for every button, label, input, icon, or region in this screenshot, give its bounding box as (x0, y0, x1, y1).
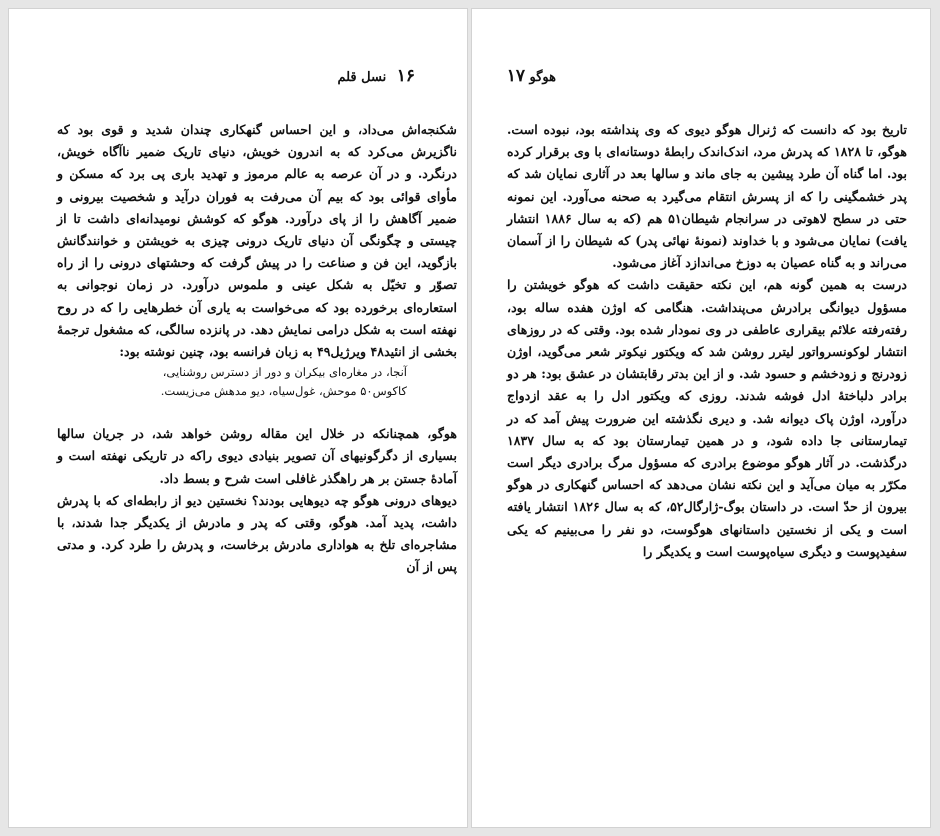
paragraph: درست به همین گونه هم، این نکته حقیقت داشت که هوگو خویشتن را مسؤول دیوانگی برادرش می‌پنداشت. هنگامی که اوژن هفده ساله بود، رفته‌رفته علائم بیقراری عاطفی در وی نمودار شده بود. وقتی که در روزهای انتشار لوکونسرواتور لیترر روشن شد که ویکتور نیکوتر شعر می‌گوید، اوژن زودرنج و زودخشم و حسود شد. و از این بدتر رقابتشان در عشق بود: هر دو برادر دلباختهٔ ادل فوشه شدند. روزی که ویکتور ادل را به عقد ازدواج درآورد، اوژن پاک دیوانه شد. و دیری نگذشته این ضرورت پیش آمد که در تیمارستانی جا داده شود، و در همین تیمارستان بود که به سال ۱۸۳۷ درگذشت. در آثار هوگو موضوع برادری که مسؤول مرگ برادری دیگر است مکرّر به میان می‌آید و این نکته نشان می‌دهد که احساس گنهکاری در هوگو بیرون از حدّ است. در داستان بوگ-ژارگال۵۲، که به سال ۱۸۲۶ انتشار یافته است و یکی از نخستین داستانهای هوگوست، دو نفر را می‌بینیم که یکی سفیدپوست و دیگری سیاه‌پوست است و یکدیگر را (507, 277, 907, 559)
paragraph: تاریخ بود که دانست که ژنرال هوگو دیوی که وی پنداشته بود، نبوده است. هوگو، تا ۱۸۲۸ که پدرش مرد، اندک‌اندک رابطهٔ دوستانه‌ای با وی برقرار کرده بود. اما گناه آن طرد پیشین به جای ماند و سالها بعد در آثاری نمایان شد که پدر خشمگینی را که از پسرش انتقام می‌گیرد به صحنه می‌آورد. این نمونه حتی در سطح لاهوتی در سرانجام شیطان۵۱ هم (که به سال ۱۸۸۶ انتشار یافت) نمایان می‌شود و با خداوند (نمونهٔ نهائی پدر) که شیطان را از آسمان می‌راند و به گناه عصیان به دوزخ می‌اندازد آغاز می‌شود. (507, 122, 908, 271)
right-page-body (507, 119, 907, 563)
left-page-body (57, 119, 457, 579)
running-title: نسل قلم (337, 70, 387, 85)
page-number: ۱۷ (506, 66, 525, 86)
right-page (471, 8, 931, 828)
page-number: ۱۶ (396, 66, 415, 86)
paragraph: هوگو، همچنانکه در خلال این مقاله روشن خواهد شد، در جریان سالها بسیاری از دگرگونیهای آن تصویر بنیادی دیوی راکه در تاریکی نهفته است و آمادهٔ جستن بر هر راهگذر غافلی است شرح و بسط داد. (57, 426, 457, 486)
left-page (8, 8, 468, 828)
paragraph: شکنجه‌اش می‌داد، و این احساس گنهکاری چندان شدید و قوی بود که ناگزیرش می‌کرد که به اندرون خویش، دنیای تاریک ضمیر ناآگاه خویش، درنگرد. و در آن عرصه به عالم مرموز و تهدید باری پی برد که مسکن و مأوای قوائی بود که بیم آن می‌رفت به فوران درآید و شخصیت بیرونی و ضمیر آگاهش را از پای درآورد. هوگو که کوشش نومیدانه‌ای داشت تا از چیستی و چگونگی آن دنیای تاریک درونی چیزی به خویشتن و خوانندگانش بازگوید، این فن و صناعت را در پیش گرفت که وحشتهای درونی را از راه تصوّر و تخیّل به شکل عینی و ملموس درآورد. در زمان نوجوانی به استعاره‌ای برخورده بود که می‌خواست به یاری آن خطرهایی را که در روح نهفته است به شکل درامی نمایش دهد. در پانزده سالگی، که مشغول ترجمهٔ بخشی از انئید۴۸ ویرژیل۴۹ به زبان فرانسه بود، چنین نوشته بود: (57, 122, 457, 360)
quote-line: آنجا، در مغاره‌ای بیکران و دور از دسترس روشنایی، (162, 365, 407, 380)
left-page-header (337, 66, 415, 86)
paragraph: دیوهای درونی هوگو چه دیوهایی بودند؟ نخستین دیو از رابطه‌ای که با پدرش داشت، پدید آمد. هوگو، وقتی که پدر و مادرش از یکدیگر جدا شدند، با مشاجره‌ای تلخ به هواداری مادرش برخاست، و پدرش را طرد کرد. و مدتی پس از آن (57, 492, 457, 575)
paragraph-gap (57, 401, 457, 423)
running-title: هوگو (529, 70, 556, 85)
quote-line: کاکوس۵۰ موحش، غول‌سیاه، دیو مدهش می‌زیست. (160, 384, 407, 399)
right-page-header (501, 66, 556, 86)
